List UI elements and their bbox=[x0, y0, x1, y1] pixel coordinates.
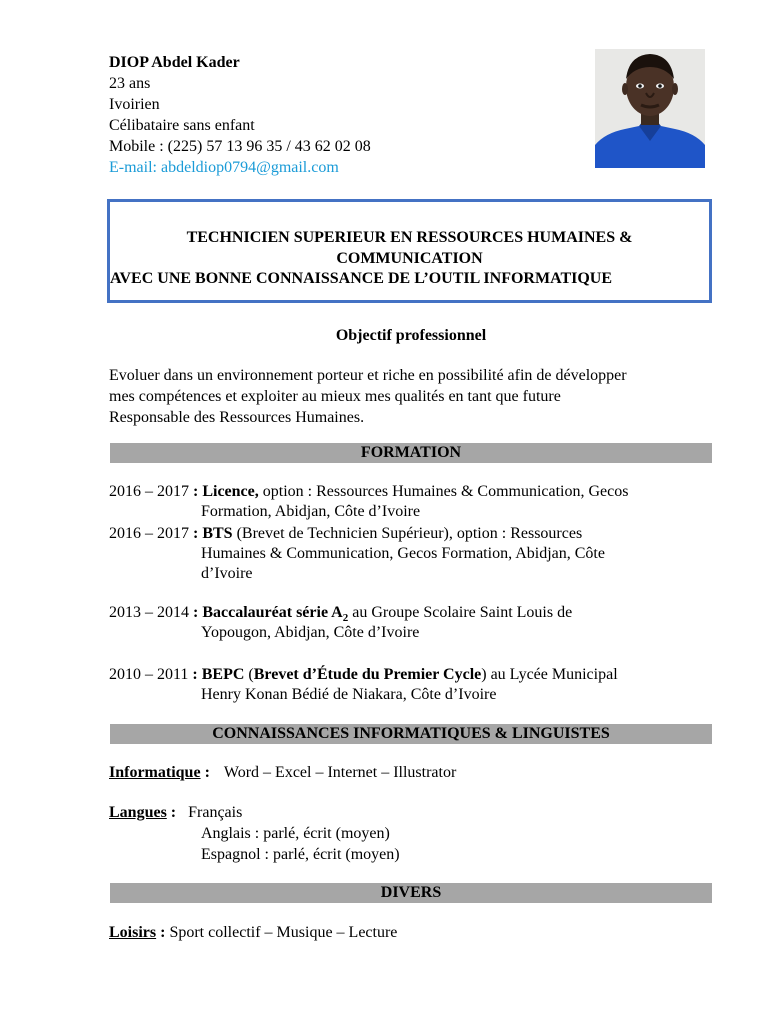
informatique-sep: : bbox=[200, 764, 210, 781]
langue-item: Français bbox=[188, 804, 243, 821]
formation-details: option : Ressources Humaines & Communication, Gecos bbox=[258, 483, 629, 500]
loisirs-label: Loisirs bbox=[109, 924, 157, 941]
formation-details-cont: d’Ivoire bbox=[201, 565, 253, 582]
candidate-status: Célibataire sans enfant bbox=[109, 117, 255, 134]
loisirs-sep: : bbox=[156, 924, 170, 941]
formation-details-cont: Henry Konan Bédié de Niakara, Côte d’Ivoire bbox=[201, 686, 497, 703]
langues-label: Langues bbox=[109, 804, 167, 821]
informatique-row bbox=[109, 763, 456, 783]
formation-details-cont: Yopougon, Abidjan, Côte d’Ivoire bbox=[201, 624, 420, 641]
formation-details: (Brevet de Technicien Supérieur), option : Ressources bbox=[232, 525, 583, 542]
loisirs-value: Sport collectif – Musique – Lecture bbox=[169, 924, 398, 941]
section-bar-divers: DIVERS bbox=[110, 883, 712, 903]
identity-block bbox=[109, 52, 569, 178]
formation-degree: Licence, bbox=[202, 483, 259, 500]
formation-years: 2013 – 2014 bbox=[109, 604, 193, 621]
formation-entry bbox=[109, 524, 714, 584]
formation-degree: BEPC bbox=[201, 666, 245, 683]
section-bar-formation: FORMATION bbox=[110, 443, 712, 463]
informatique-value: Word – Excel – Internet – Illustrator bbox=[223, 764, 457, 781]
loisirs-row bbox=[109, 923, 397, 943]
title-box bbox=[107, 199, 712, 303]
formation-colon: : bbox=[193, 604, 203, 621]
title-line-3: AVEC UNE BONNE CONNAISSANCE DE L’OUTIL INFORMATIQUE bbox=[110, 270, 613, 287]
objective-line: mes compétences et exploiter au mieux mes qualités en tant que future bbox=[109, 388, 561, 405]
langues-row bbox=[109, 803, 242, 823]
formation-entry bbox=[109, 603, 714, 643]
formation-colon: : bbox=[193, 483, 203, 500]
title-line-2: COMMUNICATION bbox=[336, 250, 483, 267]
candidate-age: 23 ans bbox=[109, 75, 151, 92]
formation-paren: ( bbox=[244, 666, 254, 683]
formation-details: au Groupe Scolaire Saint Louis de bbox=[348, 604, 573, 621]
langue-item: Anglais : parlé, écrit (moyen) bbox=[201, 825, 390, 842]
formation-entry bbox=[109, 482, 714, 522]
formation-details: ) au Lycée Municipal bbox=[481, 666, 618, 683]
langue-item: Espagnol : parlé, écrit (moyen) bbox=[201, 846, 400, 863]
formation-degree-full: Brevet d’Étude du Premier Cycle bbox=[253, 666, 482, 683]
formation-colon: : bbox=[192, 666, 202, 683]
langues-sep: : bbox=[166, 804, 177, 821]
title-line-1: TECHNICIEN SUPERIEUR EN RESSOURCES HUMAINES & bbox=[186, 229, 633, 246]
formation-years: 2016 – 2017 bbox=[109, 483, 193, 500]
formation-degree: Baccalauréat série A bbox=[202, 604, 343, 621]
objective-line: Evoluer dans un environnement porteur et riche en possibilité afin de développer bbox=[109, 367, 627, 384]
formation-entry bbox=[109, 665, 714, 705]
profile-photo bbox=[595, 49, 705, 168]
formation-degree-subscript: 2 bbox=[342, 612, 349, 625]
formation-degree: BTS bbox=[202, 525, 233, 542]
informatique-label: Informatique bbox=[109, 764, 201, 781]
formation-details-cont: Humaines & Communication, Gecos Formation, Abidjan, Côte bbox=[201, 545, 605, 562]
formation-years: 2010 – 2011 bbox=[109, 666, 193, 683]
objective-line: Responsable des Ressources Humaines. bbox=[109, 409, 365, 426]
formation-details-cont: Formation, Abidjan, Côte d’Ivoire bbox=[201, 503, 421, 520]
candidate-name: DIOP Abdel Kader bbox=[109, 54, 240, 71]
candidate-mobile: Mobile : (225) 57 13 96 35 / 43 62 02 08 bbox=[109, 138, 371, 155]
formation-years: 2016 – 2017 bbox=[109, 525, 193, 542]
section-bar-informatique: CONNAISSANCES INFORMATIQUES & LINGUISTES bbox=[110, 724, 712, 744]
formation-colon: : bbox=[193, 525, 203, 542]
candidate-nationality: Ivoirien bbox=[109, 96, 160, 113]
candidate-email[interactable]: E-mail: abdeldiop0794@gmail.com bbox=[109, 159, 339, 176]
objective-text bbox=[109, 365, 714, 428]
objective-heading: Objectif professionnel bbox=[335, 327, 487, 344]
title-heading bbox=[110, 227, 709, 269]
